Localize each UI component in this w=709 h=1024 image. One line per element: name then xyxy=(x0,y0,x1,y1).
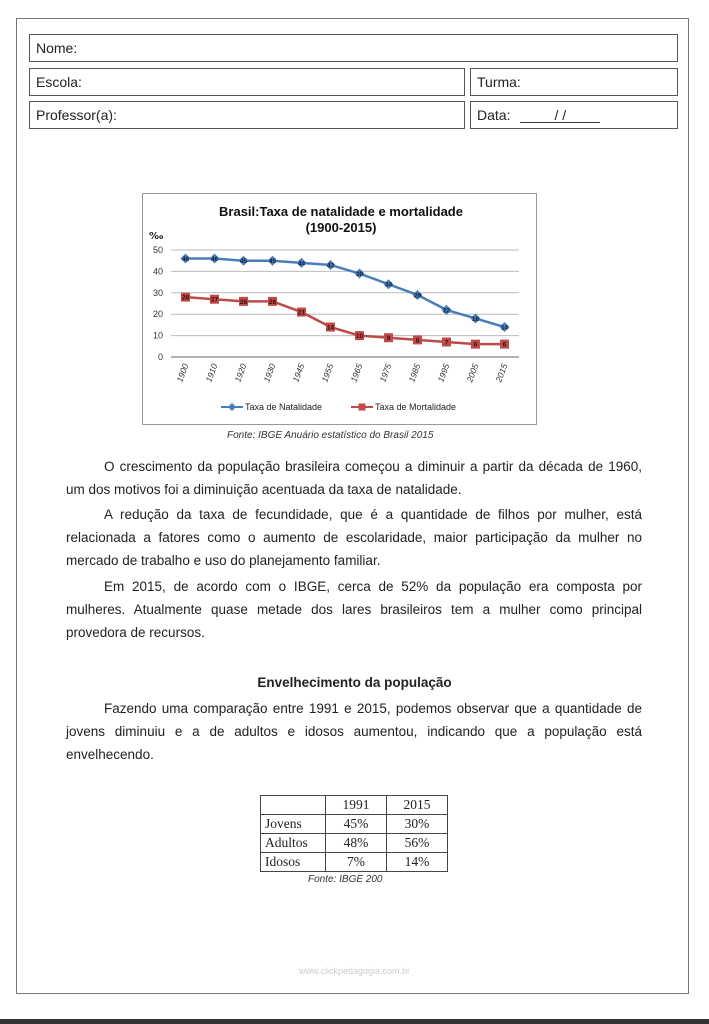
cell-2015: 14% xyxy=(387,853,448,872)
data-label: 21 xyxy=(297,309,306,317)
data-label: 46 xyxy=(181,256,190,264)
x-tick-label: 1945 xyxy=(290,362,307,384)
data-label: 45 xyxy=(239,258,248,266)
name-label: Nome: xyxy=(36,40,78,56)
x-tick-label: 1965 xyxy=(348,362,365,384)
x-tick-label: 2015 xyxy=(493,362,510,384)
data-label: 45 xyxy=(268,258,277,266)
school-label: Escola: xyxy=(36,74,82,90)
chart-canvas xyxy=(143,194,536,424)
y-axis-unit: ‰ xyxy=(149,231,164,242)
watermark: www.clickpedagogia.com.br xyxy=(298,966,411,976)
class-label: Turma: xyxy=(477,74,521,90)
cell-2015: 30% xyxy=(387,815,448,834)
paragraph-2: A redução da taxa de fecundidade, que é a quantidade de filhos por mulher, está relacionada a fatores como o aumento de escolaridade, maior participação da mulher no mercado de trabalho e uso do planejamento familiar. xyxy=(66,507,642,568)
data-label: 46 xyxy=(210,256,219,264)
data-label: 39 xyxy=(355,271,364,279)
data-label: 34 xyxy=(384,281,393,289)
data-label: 26 xyxy=(268,298,277,306)
data-label: 14 xyxy=(326,324,335,332)
x-tick-label: 1975 xyxy=(377,362,394,384)
row-label: Adultos xyxy=(261,834,326,853)
chart-source: Fonte: IBGE Anuário estatístico do Brasil 2015 xyxy=(227,430,434,441)
population-age-table xyxy=(260,795,448,872)
y-tick-label: 40 xyxy=(152,266,163,277)
chart-subtitle: (1900-2015) xyxy=(305,220,377,235)
data-label: 6 xyxy=(502,341,507,349)
y-tick-label: 50 xyxy=(152,245,163,255)
cell-2015: 56% xyxy=(387,834,448,853)
table-header-row xyxy=(261,796,448,815)
x-tick-label: 1920 xyxy=(232,362,249,384)
series-line xyxy=(186,297,505,344)
table-source: Fonte: IBGE 200 xyxy=(308,874,383,885)
data-label: 9 xyxy=(386,335,391,343)
data-label: 44 xyxy=(297,260,306,268)
data-label: 14 xyxy=(500,324,509,332)
x-tick-label: 1930 xyxy=(261,362,278,384)
section-title: Envelhecimento da população xyxy=(257,675,452,690)
class-field[interactable] xyxy=(470,68,678,96)
y-tick-label: 30 xyxy=(152,287,163,298)
data-label: 10 xyxy=(355,333,364,341)
x-tick-label: 1985 xyxy=(406,362,423,384)
paragraph-4: Fazendo uma comparação entre 1991 e 2015, podemos observar que a quantidade de jovens diminuiu e a de adultos e idosos aumentou, indicando que a população está envelhecendo. xyxy=(66,701,642,762)
row-label: Jovens xyxy=(261,815,326,834)
table-row xyxy=(261,815,448,834)
name-field[interactable] xyxy=(29,34,678,62)
data-label: 43 xyxy=(326,262,335,270)
x-tick-label: 1910 xyxy=(203,362,220,384)
table-header-cell xyxy=(261,796,326,815)
table-row xyxy=(261,853,448,872)
bottom-edge xyxy=(0,1019,709,1024)
x-tick-label: 1955 xyxy=(319,362,336,384)
legend-marker xyxy=(228,403,236,411)
data-label: 6 xyxy=(473,341,478,349)
data-label: 18 xyxy=(471,315,480,323)
legend-label: Taxa de Natalidade xyxy=(245,402,323,412)
data-label: 7 xyxy=(444,339,449,347)
y-tick-label: 20 xyxy=(152,309,163,320)
data-label: 22 xyxy=(442,307,451,315)
row-label: Idosos xyxy=(261,853,326,872)
data-label: 29 xyxy=(413,292,422,300)
x-tick-label: 1900 xyxy=(174,362,191,384)
date-label: Data: xyxy=(477,107,511,123)
table-header-cell: 2015 xyxy=(387,796,448,815)
x-tick-label: 1995 xyxy=(435,362,452,384)
chart-title: Brasil:Taxa de natalidade e mortalidade xyxy=(219,204,463,219)
teacher-label: Professor(a): xyxy=(36,107,117,123)
paragraph-1: O crescimento da população brasileira começou a diminuir a partir da década de 1960, um dos motivos foi a diminuição acentuada da taxa de natalidade. xyxy=(66,459,642,497)
table-row xyxy=(261,834,448,853)
x-tick-label: 2005 xyxy=(464,362,481,384)
cell-1991: 48% xyxy=(326,834,387,853)
table-header-cell: 1991 xyxy=(326,796,387,815)
data-label: 26 xyxy=(239,298,248,306)
teacher-field[interactable] xyxy=(29,101,465,129)
date-blank: / / xyxy=(520,108,600,123)
data-label: 8 xyxy=(415,337,420,345)
data-label: 28 xyxy=(181,294,190,302)
cell-1991: 45% xyxy=(326,815,387,834)
y-tick-label: 10 xyxy=(152,330,163,341)
data-label: 27 xyxy=(210,296,219,304)
birth-death-rate-chart xyxy=(142,193,537,425)
date-field[interactable] xyxy=(470,101,678,129)
legend-label: Taxa de Mortalidade xyxy=(375,402,457,412)
school-field[interactable] xyxy=(29,68,465,96)
y-tick-label: 0 xyxy=(157,352,163,362)
legend-marker xyxy=(359,404,366,411)
cell-1991: 7% xyxy=(326,853,387,872)
paragraph-3: Em 2015, de acordo com o IBGE, cerca de 52% da população era composta por mulheres. Atualmente quase metade dos lares brasileiros tem a mulher como principal provedora de recursos. xyxy=(66,579,642,640)
